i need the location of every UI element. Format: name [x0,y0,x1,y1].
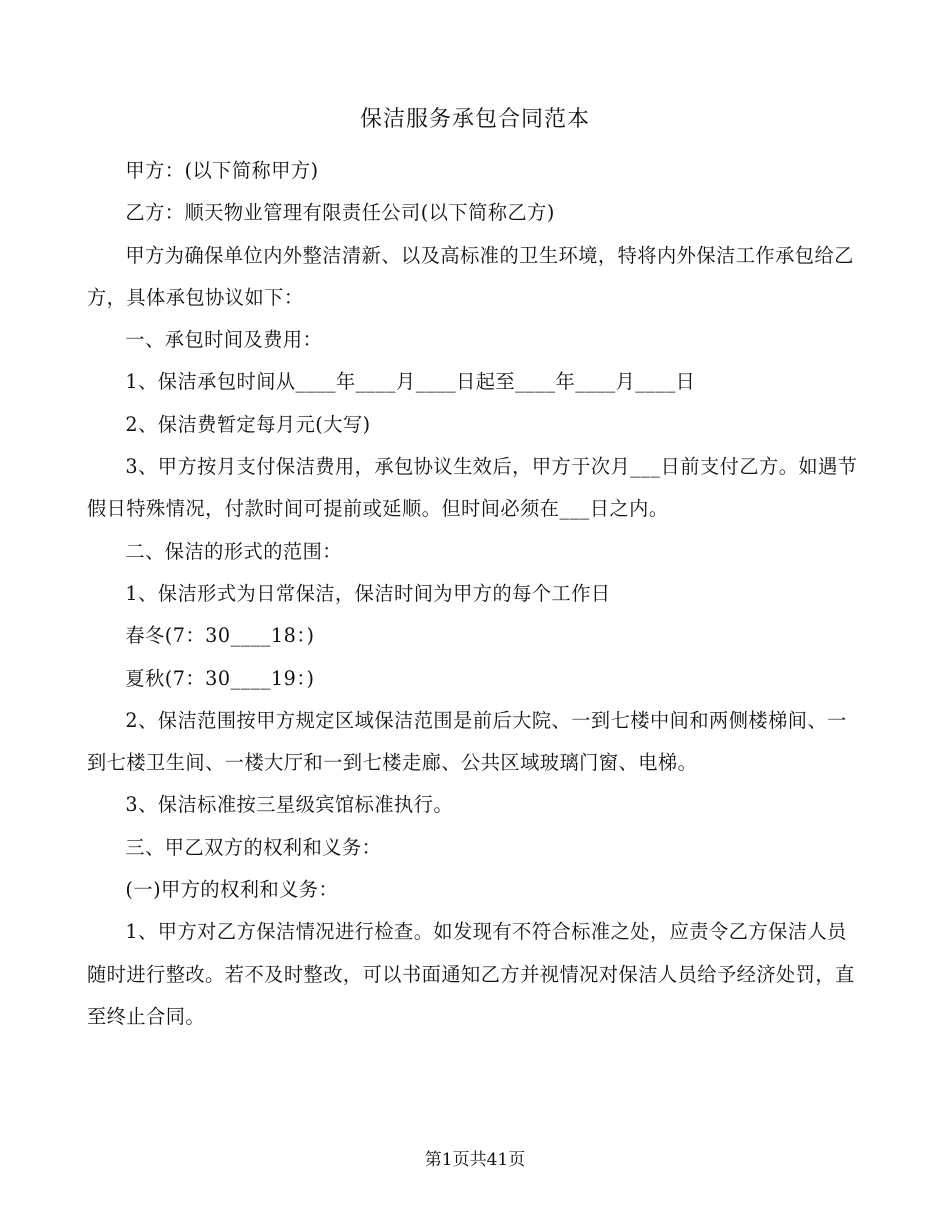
intro-paragraph: 甲方为确保单位内外整洁清新、以及高标准的卫生环境，特将内外保洁工作承包给乙方，具体承包协议如下： [87,243,854,309]
clause-1-3: 3、甲方按月支付保洁费用，承包协议生效后，甲方于次月___日前支付乙方。如遇节假日特殊情况，付款时间可提前或延顺。但时间必须在___日之内。 [87,455,858,521]
document-title: 保洁服务承包合同范本 [359,107,590,132]
clause-1-2: 2、保洁费暂定每月元(大写) [125,412,371,436]
clause-1-1: 1、保洁承包时间从____年____月____日起至____年____月____日 [125,370,696,394]
section-3-heading: 三、甲乙双方的权利和义务： [125,835,382,859]
party-b-line: 乙方：顺天物业管理有限责任公司(以下简称乙方) [125,201,555,225]
section-1-heading: 一、承包时间及费用： [125,328,323,352]
document-body [87,150,862,1038]
page-number: 第1页共41页 [424,1150,526,1170]
clause-2-3: 3、保洁标准按三星级宾馆标准执行。 [125,793,454,817]
party-a-line: 甲方：(以下简称甲方) [125,159,319,182]
clause-2-1: 1、保洁形式为日常保洁，保洁时间为甲方的每个工作日 [125,581,611,605]
clause-3-1-1: 1、甲方对乙方保洁情况进行检查。如发现有不符合标准之处，应责令乙方保洁人员随时进行整改。若不及时整改，可以书面通知乙方并视情况对保洁人员给予经济处罚，直至终止合同。 [87,920,855,1028]
section-2-heading: 二、保洁的形式的范围： [125,539,342,563]
clause-2-2: 2、保洁范围按甲方规定区域保洁范围是前后大院、一到七楼中间和两侧楼梯间、一到七楼卫生间、一楼大厅和一到七楼走廊、公共区域玻璃门窗、电梯。 [87,708,847,775]
subsection-3-1-heading: (一)甲方的权利和义务： [125,878,339,902]
schedule-summer-autumn: 夏秋(7：30____19：) [125,666,315,690]
schedule-spring-winter: 春冬(7：30____18：) [125,624,315,648]
